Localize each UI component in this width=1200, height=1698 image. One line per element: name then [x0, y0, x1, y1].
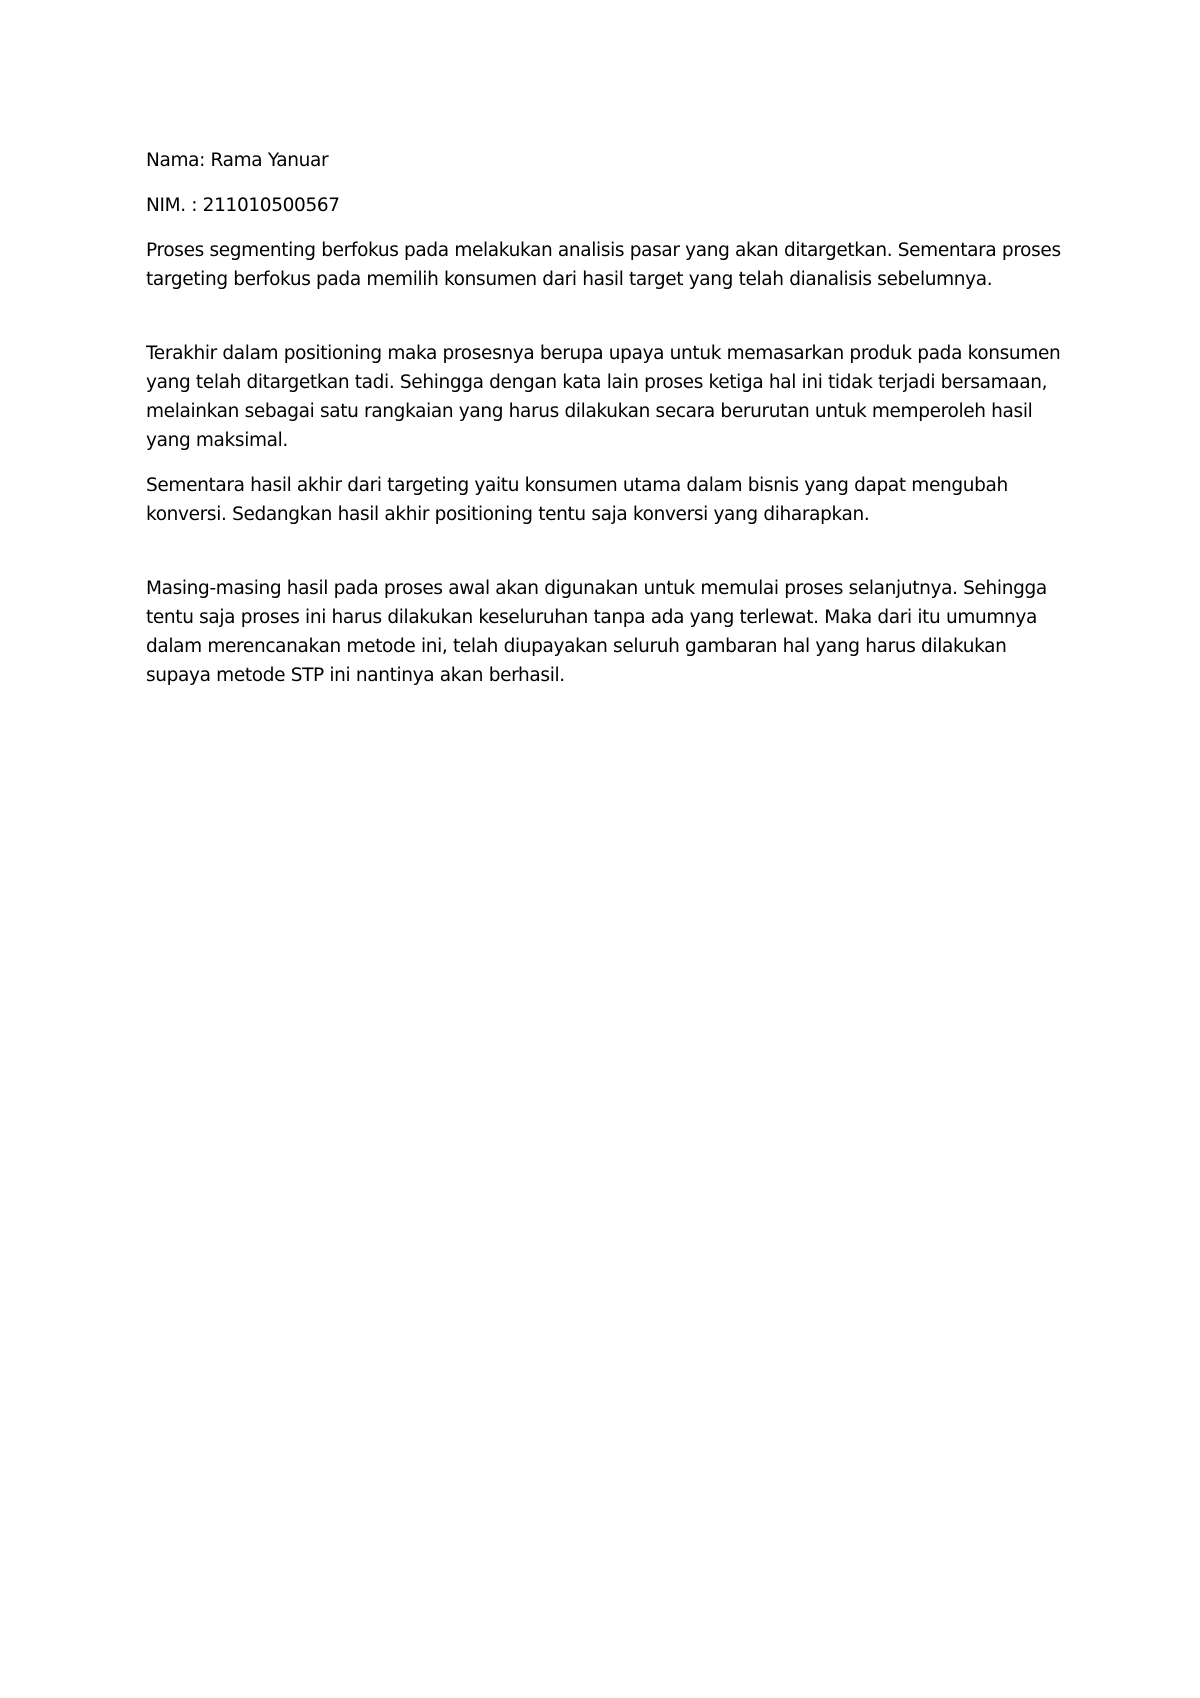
paragraph-conclusion: Masing-masing hasil pada proses awal akan digunakan untuk memulai proses selanjutnya. Sehingga tentu saja proses ini harus dilakukan keseluruhan tanpa ada yang terlewat. Maka dari itu umumnya dalam merencanakan metode ini, telah diupayakan seluruh gambaran hal yang harus dilakukan supaya metode STP ini nantinya akan berhasil. [146, 578, 1047, 686]
paragraph-positioning: Terakhir dalam positioning maka prosesnya berupa upaya untuk memasarkan produk pada konsumen yang telah ditargetkan tadi. Sehingga dengan kata lain proses ketiga hal ini tidak terjadi bersamaan, melainkan sebagai satu rangkaian yang harus dilakukan secara berurutan untuk memperoleh hasil yang maksimal. [146, 343, 1061, 451]
paragraph-segmenting: Proses segmenting berfokus pada melakukan analisis pasar yang akan ditargetkan. Sementara proses targeting berfokus pada memilih konsumen dari hasil target yang telah dianalisis sebelumnya. [146, 240, 1061, 290]
student-name: Nama: Rama Yanuar [146, 150, 329, 171]
student-nim: NIM. : 211010500567 [146, 195, 340, 216]
blank-line [146, 310, 1076, 339]
document-body [146, 146, 1076, 706]
blank-line [146, 545, 1076, 574]
paragraph-targeting-result: Sementara hasil akhir dari targeting yaitu konsumen utama dalam bisnis yang dapat mengubah konversi. Sedangkan hasil akhir positioning tentu saja konversi yang diharapkan. [146, 475, 1008, 525]
